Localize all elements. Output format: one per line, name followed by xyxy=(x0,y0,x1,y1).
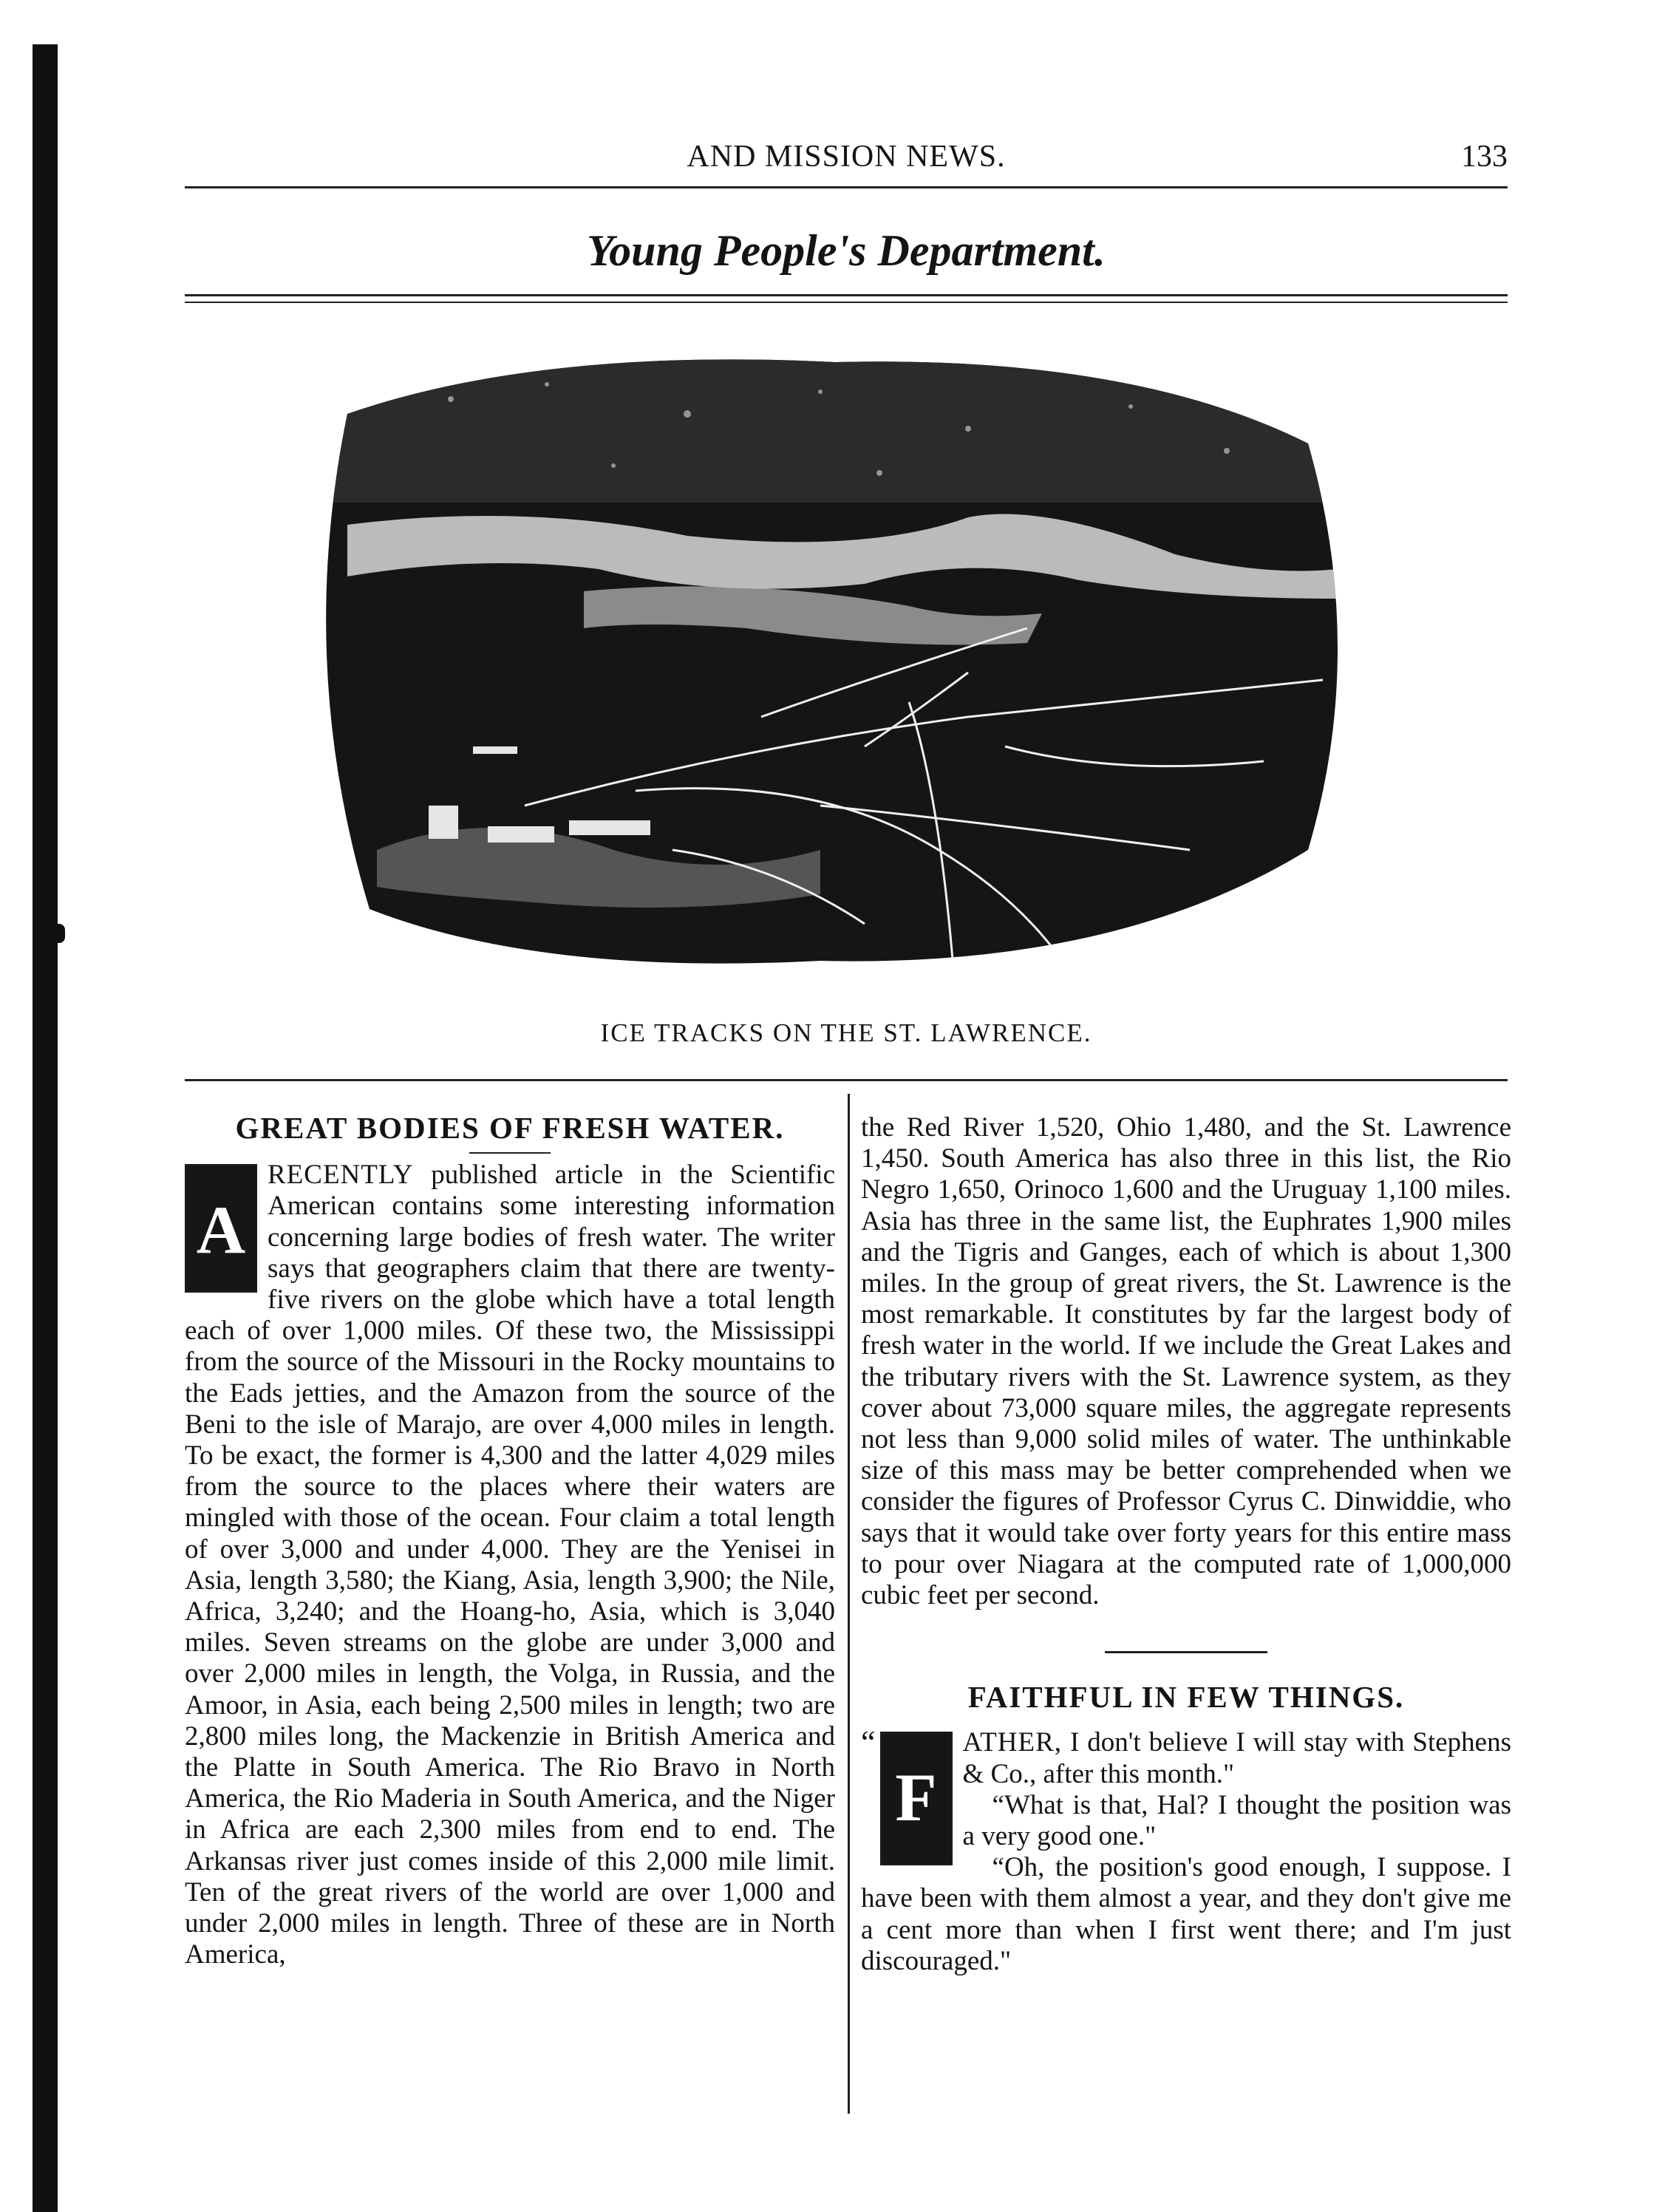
running-header xyxy=(185,139,1508,173)
section-rule xyxy=(1105,1651,1267,1653)
article-heading: GREAT BODIES OF FRESH WATER. xyxy=(235,1111,785,1145)
article-heading: FAITHFUL IN FEW THINGS. xyxy=(967,1680,1405,1715)
lead-word: RECENTLY xyxy=(268,1160,414,1191)
department-rule-top xyxy=(185,294,1508,296)
article-text: published article in the Scientific American contains some interesting information concerning large bodies of fresh water. The writer says that geographers claim that there are twenty-five rivers on the globe which have a total length each of over 1,000 miles. Of these two, the Mississippi from the source of the Missouri in the Rocky mountains to the Eads jetties, and the Amazon from the source of the Beni to the isle of Marajo, are over 4,000 miles in length. To be exact, the former is 4,300 and the latter 4,029 miles from the source to the places where their waters are mingled with those of the ocean. Four claim a total length of over 3,000 and under 4,000. They are the Yenisei in Asia, length 3,580; the Kiang, Asia, length 3,900; the Nile, Africa, 3,240; and the Hoang-ho, Asia, which is 3,040 miles. Seven streams on the globe are under 3,000 and over 2,000 miles in length, the Volga, in Russia, and the Amoor, in Asia, each being 2,500 miles in length; two are 2,800 miles long, the Mackenzie in British America and the Platte in South America. The Rio Bravo in North America, the Rio Maderia in South America, and the Niger in Africa are each 2,300 miles from end to end. The Arkansas river just comes inside of this 2,000 mile limit. Ten of the great rivers of the world are over 1,000 and under 2,000 miles in length. Three of these are in North America, xyxy=(185,1160,836,1970)
article-paragraph: “Oh, the position's good enough, I suppose. I have been with them almost a year, and they don't give me a cent more than when I first went there; and I'm just discouraged." xyxy=(861,1852,1511,1976)
header-rule xyxy=(185,186,1508,188)
lead-word: ATHER, xyxy=(962,1727,1063,1758)
department-title: Young People's Department. xyxy=(587,226,1106,275)
column-divider xyxy=(848,1094,850,2114)
distant-shore xyxy=(303,333,1360,503)
decorated-initial: F xyxy=(880,1732,953,1865)
department-rule-bottom xyxy=(185,302,1508,303)
heading-rule xyxy=(469,1152,551,1154)
article-text: I don't believe I will stay with Stephens & Co., after this month." xyxy=(962,1727,1512,1789)
right-column xyxy=(861,1112,1511,1977)
caption-rule xyxy=(185,1079,1508,1081)
article-continuation: the Red River 1,520, Ohio 1,480, and the St. Lawrence 1,450. South America has also three in this list, the Rio Negro 1,650, Orinoco 1,600 and the Uruguay 1,100 miles. Asia has three in the same list, the Euphrates 1,900 miles and the Tigris and Ganges, each of which is about 1,300 miles. In the group of great rivers, the St. Lawrence is the most remarkable. It constitutes by far the largest body of fresh water in the world. If we include the Great Lakes and the tributary rivers with the St. Lawrence system, as they cover about 73,000 square miles, the aggregate represents not less than 9,000 solid miles of water. The unthinkable size of this mass may be better comprehended when we consider the figures of Professor Cyrus C. Dinwiddie, who says that it would take over forty years for this entire mass to pour over Niagara at the computed rate of 1,000,000 cubic feet per second. xyxy=(861,1112,1511,1611)
article-paragraph: “What is that, Hal? I thought the position was a very good one." xyxy=(962,1789,1511,1852)
left-column xyxy=(185,1112,835,1970)
opening-quote: “ xyxy=(861,1724,876,1761)
article-paragraph xyxy=(185,1160,835,1970)
ice-tracks-engraving xyxy=(303,333,1360,983)
running-title: AND MISSION NEWS. xyxy=(687,140,1006,174)
illustration-caption: ICE TRACKS ON THE ST. LAWRENCE. xyxy=(600,1018,1092,1047)
second-article xyxy=(861,1651,1511,1977)
binding-edge xyxy=(33,44,58,2212)
decorated-initial: A xyxy=(185,1164,257,1293)
page-number: 133 xyxy=(1461,140,1508,174)
binding-notch xyxy=(58,924,65,943)
